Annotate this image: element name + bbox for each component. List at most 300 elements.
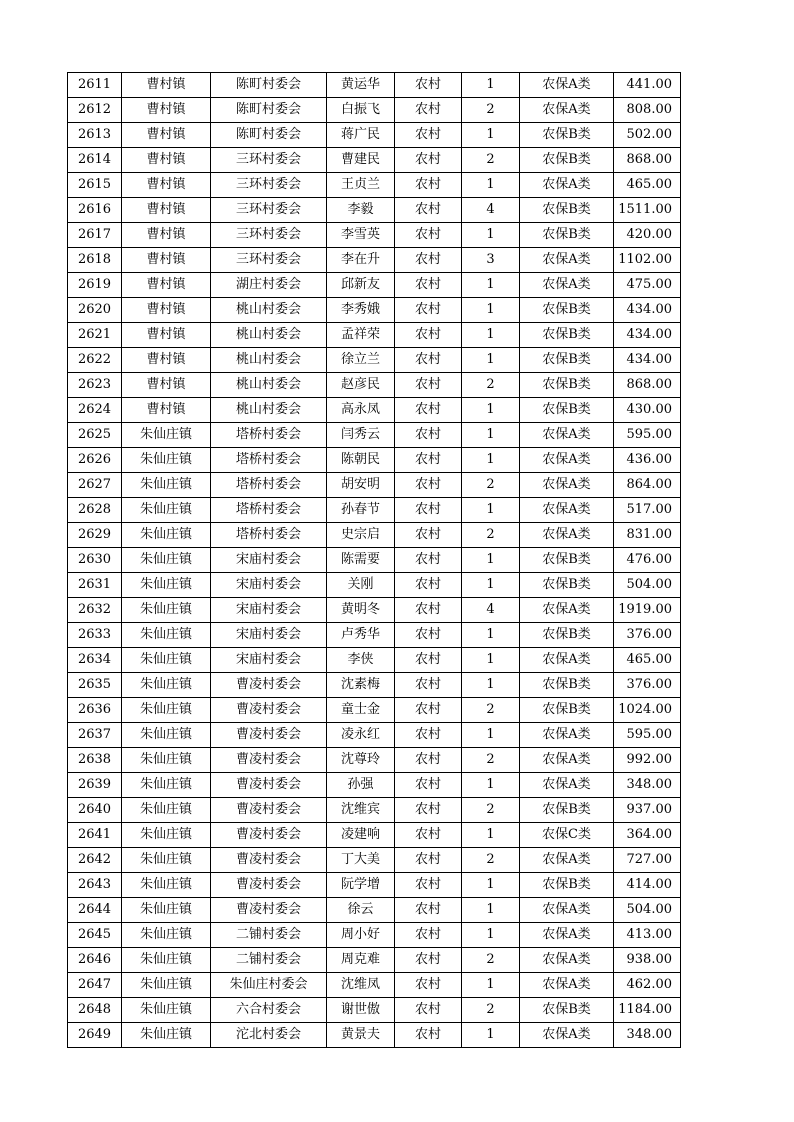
- person-name-cell: 卢秀华: [327, 623, 395, 648]
- amount-cell: 434.00: [614, 323, 681, 348]
- residence-type-cell: 农村: [395, 598, 462, 623]
- amount-cell: 364.00: [614, 823, 681, 848]
- amount-cell: 831.00: [614, 523, 681, 548]
- residence-type-cell: 农村: [395, 173, 462, 198]
- insurance-category-cell: 农保A类: [520, 523, 614, 548]
- table-row: [68, 973, 681, 998]
- household-count-cell: 1: [462, 498, 520, 523]
- person-name-cell: 沈素梅: [327, 673, 395, 698]
- town-cell: 曹村镇: [122, 373, 211, 398]
- insurance-category-cell: 农保A类: [520, 648, 614, 673]
- village-committee-cell: 曹凌村委会: [211, 798, 327, 823]
- person-name-cell: 丁大美: [327, 848, 395, 873]
- table-row: [68, 98, 681, 123]
- row-number-cell: 2628: [68, 498, 122, 523]
- residence-type-cell: 农村: [395, 723, 462, 748]
- residence-type-cell: 农村: [395, 798, 462, 823]
- town-cell: 朱仙庄镇: [122, 623, 211, 648]
- residence-type-cell: 农村: [395, 98, 462, 123]
- row-number-cell: 2649: [68, 1023, 122, 1048]
- person-name-cell: 李秀娥: [327, 298, 395, 323]
- household-count-cell: 2: [462, 473, 520, 498]
- person-name-cell: 李在升: [327, 248, 395, 273]
- insurance-category-cell: 农保A类: [520, 98, 614, 123]
- town-cell: 朱仙庄镇: [122, 673, 211, 698]
- insurance-category-cell: 农保A类: [520, 723, 614, 748]
- person-name-cell: 凌建响: [327, 823, 395, 848]
- residence-type-cell: 农村: [395, 248, 462, 273]
- row-number-cell: 2611: [68, 73, 122, 98]
- town-cell: 曹村镇: [122, 273, 211, 298]
- amount-cell: 502.00: [614, 123, 681, 148]
- village-committee-cell: 桃山村委会: [211, 348, 327, 373]
- table-row: [68, 873, 681, 898]
- person-name-cell: 沈维宾: [327, 798, 395, 823]
- household-count-cell: 2: [462, 373, 520, 398]
- town-cell: 曹村镇: [122, 398, 211, 423]
- person-name-cell: 凌永红: [327, 723, 395, 748]
- row-number-cell: 2620: [68, 298, 122, 323]
- town-cell: 朱仙庄镇: [122, 823, 211, 848]
- amount-cell: 864.00: [614, 473, 681, 498]
- residence-type-cell: 农村: [395, 1023, 462, 1048]
- row-number-cell: 2636: [68, 698, 122, 723]
- row-number-cell: 2644: [68, 898, 122, 923]
- insurance-category-cell: 农保B类: [520, 798, 614, 823]
- household-count-cell: 1: [462, 298, 520, 323]
- row-number-cell: 2629: [68, 523, 122, 548]
- table-row: [68, 348, 681, 373]
- amount-cell: 868.00: [614, 373, 681, 398]
- amount-cell: 376.00: [614, 623, 681, 648]
- person-name-cell: 白振飞: [327, 98, 395, 123]
- household-count-cell: 1: [462, 348, 520, 373]
- town-cell: 朱仙庄镇: [122, 523, 211, 548]
- amount-cell: 504.00: [614, 898, 681, 923]
- amount-cell: 465.00: [614, 173, 681, 198]
- town-cell: 朱仙庄镇: [122, 898, 211, 923]
- residence-type-cell: 农村: [395, 973, 462, 998]
- insurance-category-cell: 农保A类: [520, 973, 614, 998]
- residence-type-cell: 农村: [395, 398, 462, 423]
- insurance-category-cell: 农保A类: [520, 748, 614, 773]
- residence-type-cell: 农村: [395, 773, 462, 798]
- person-name-cell: 李雪英: [327, 223, 395, 248]
- village-committee-cell: 三环村委会: [211, 248, 327, 273]
- village-committee-cell: 曹凌村委会: [211, 823, 327, 848]
- village-committee-cell: 三环村委会: [211, 198, 327, 223]
- table-row: [68, 398, 681, 423]
- household-count-cell: 2: [462, 148, 520, 173]
- person-name-cell: 曹建民: [327, 148, 395, 173]
- household-count-cell: 4: [462, 598, 520, 623]
- row-number-cell: 2624: [68, 398, 122, 423]
- amount-cell: 476.00: [614, 548, 681, 573]
- household-count-cell: 1: [462, 423, 520, 448]
- table-row: [68, 773, 681, 798]
- household-count-cell: 1: [462, 448, 520, 473]
- insurance-category-cell: 农保A类: [520, 898, 614, 923]
- row-number-cell: 2625: [68, 423, 122, 448]
- table-row: [68, 373, 681, 398]
- town-cell: 朱仙庄镇: [122, 798, 211, 823]
- village-committee-cell: 陈町村委会: [211, 123, 327, 148]
- amount-cell: 1511.00: [614, 198, 681, 223]
- town-cell: 朱仙庄镇: [122, 573, 211, 598]
- town-cell: 曹村镇: [122, 98, 211, 123]
- town-cell: 朱仙庄镇: [122, 498, 211, 523]
- table-row: [68, 823, 681, 848]
- table-row: [68, 673, 681, 698]
- table-row: [68, 648, 681, 673]
- town-cell: 朱仙庄镇: [122, 648, 211, 673]
- village-committee-cell: 湖庄村委会: [211, 273, 327, 298]
- table-row: [68, 748, 681, 773]
- row-number-cell: 2617: [68, 223, 122, 248]
- household-count-cell: 1: [462, 223, 520, 248]
- insurance-category-cell: 农保B类: [520, 123, 614, 148]
- town-cell: 曹村镇: [122, 323, 211, 348]
- town-cell: 朱仙庄镇: [122, 973, 211, 998]
- row-number-cell: 2640: [68, 798, 122, 823]
- village-committee-cell: 塔桥村委会: [211, 473, 327, 498]
- insurance-category-cell: 农保B类: [520, 548, 614, 573]
- insurance-category-cell: 农保A类: [520, 423, 614, 448]
- household-count-cell: 2: [462, 848, 520, 873]
- amount-cell: 808.00: [614, 98, 681, 123]
- row-number-cell: 2621: [68, 323, 122, 348]
- residence-type-cell: 农村: [395, 623, 462, 648]
- amount-cell: 868.00: [614, 148, 681, 173]
- table-row: [68, 523, 681, 548]
- residence-type-cell: 农村: [395, 198, 462, 223]
- residence-type-cell: 农村: [395, 548, 462, 573]
- table-row: [68, 473, 681, 498]
- amount-cell: 517.00: [614, 498, 681, 523]
- amount-cell: 414.00: [614, 873, 681, 898]
- residence-type-cell: 农村: [395, 998, 462, 1023]
- household-count-cell: 4: [462, 198, 520, 223]
- residence-type-cell: 农村: [395, 848, 462, 873]
- table-row: [68, 148, 681, 173]
- town-cell: 朱仙庄镇: [122, 748, 211, 773]
- household-count-cell: 3: [462, 248, 520, 273]
- residence-type-cell: 农村: [395, 648, 462, 673]
- insurance-category-cell: 农保B类: [520, 148, 614, 173]
- town-cell: 朱仙庄镇: [122, 873, 211, 898]
- person-name-cell: 黄景夫: [327, 1023, 395, 1048]
- roster-table: [67, 72, 681, 1048]
- roster-body: [68, 73, 681, 1048]
- village-committee-cell: 塔桥村委会: [211, 448, 327, 473]
- table-row: [68, 798, 681, 823]
- insurance-category-cell: 农保B类: [520, 573, 614, 598]
- village-committee-cell: 宋庙村委会: [211, 598, 327, 623]
- village-committee-cell: 陈町村委会: [211, 73, 327, 98]
- village-committee-cell: 宋庙村委会: [211, 573, 327, 598]
- insurance-category-cell: 农保B类: [520, 873, 614, 898]
- row-number-cell: 2634: [68, 648, 122, 673]
- insurance-category-cell: 农保A类: [520, 173, 614, 198]
- row-number-cell: 2627: [68, 473, 122, 498]
- table-row: [68, 198, 681, 223]
- household-count-cell: 1: [462, 273, 520, 298]
- town-cell: 朱仙庄镇: [122, 598, 211, 623]
- row-number-cell: 2643: [68, 873, 122, 898]
- village-committee-cell: 宋庙村委会: [211, 623, 327, 648]
- person-name-cell: 孟祥荣: [327, 323, 395, 348]
- table-row: [68, 498, 681, 523]
- household-count-cell: 2: [462, 98, 520, 123]
- household-count-cell: 1: [462, 398, 520, 423]
- insurance-category-cell: 农保A类: [520, 773, 614, 798]
- village-committee-cell: 桃山村委会: [211, 373, 327, 398]
- insurance-category-cell: 农保B类: [520, 323, 614, 348]
- amount-cell: 938.00: [614, 948, 681, 973]
- table-row: [68, 698, 681, 723]
- insurance-category-cell: 农保B类: [520, 348, 614, 373]
- person-name-cell: 关刚: [327, 573, 395, 598]
- town-cell: 朱仙庄镇: [122, 473, 211, 498]
- village-committee-cell: 曹凌村委会: [211, 873, 327, 898]
- table-row: [68, 173, 681, 198]
- town-cell: 朱仙庄镇: [122, 698, 211, 723]
- insurance-category-cell: 农保A类: [520, 598, 614, 623]
- town-cell: 朱仙庄镇: [122, 948, 211, 973]
- table-row: [68, 923, 681, 948]
- household-count-cell: 1: [462, 123, 520, 148]
- row-number-cell: 2622: [68, 348, 122, 373]
- village-committee-cell: 三环村委会: [211, 148, 327, 173]
- amount-cell: 1102.00: [614, 248, 681, 273]
- residence-type-cell: 农村: [395, 448, 462, 473]
- row-number-cell: 2642: [68, 848, 122, 873]
- household-count-cell: 1: [462, 973, 520, 998]
- insurance-category-cell: 农保A类: [520, 73, 614, 98]
- row-number-cell: 2613: [68, 123, 122, 148]
- amount-cell: 1919.00: [614, 598, 681, 623]
- village-committee-cell: 桃山村委会: [211, 323, 327, 348]
- table-row: [68, 323, 681, 348]
- amount-cell: 441.00: [614, 73, 681, 98]
- person-name-cell: 黄明冬: [327, 598, 395, 623]
- table-row: [68, 448, 681, 473]
- town-cell: 曹村镇: [122, 123, 211, 148]
- household-count-cell: 1: [462, 723, 520, 748]
- town-cell: 曹村镇: [122, 198, 211, 223]
- table-row: [68, 123, 681, 148]
- residence-type-cell: 农村: [395, 348, 462, 373]
- household-count-cell: 1: [462, 173, 520, 198]
- insurance-category-cell: 农保B类: [520, 298, 614, 323]
- household-count-cell: 1: [462, 923, 520, 948]
- table-row: [68, 1023, 681, 1048]
- residence-type-cell: 农村: [395, 298, 462, 323]
- row-number-cell: 2645: [68, 923, 122, 948]
- household-count-cell: 1: [462, 873, 520, 898]
- household-count-cell: 1: [462, 648, 520, 673]
- household-count-cell: 1: [462, 773, 520, 798]
- residence-type-cell: 农村: [395, 873, 462, 898]
- household-count-cell: 2: [462, 748, 520, 773]
- insurance-category-cell: 农保A类: [520, 923, 614, 948]
- residence-type-cell: 农村: [395, 698, 462, 723]
- town-cell: 朱仙庄镇: [122, 723, 211, 748]
- household-count-cell: 2: [462, 948, 520, 973]
- household-count-cell: 1: [462, 623, 520, 648]
- amount-cell: 1024.00: [614, 698, 681, 723]
- town-cell: 朱仙庄镇: [122, 1023, 211, 1048]
- insurance-category-cell: 农保B类: [520, 198, 614, 223]
- insurance-category-cell: 农保B类: [520, 623, 614, 648]
- person-name-cell: 沈维凤: [327, 973, 395, 998]
- town-cell: 曹村镇: [122, 348, 211, 373]
- amount-cell: 420.00: [614, 223, 681, 248]
- village-committee-cell: 朱仙庄村委会: [211, 973, 327, 998]
- village-committee-cell: 曹凌村委会: [211, 723, 327, 748]
- amount-cell: 937.00: [614, 798, 681, 823]
- household-count-cell: 1: [462, 73, 520, 98]
- village-committee-cell: 桃山村委会: [211, 298, 327, 323]
- village-committee-cell: 宋庙村委会: [211, 648, 327, 673]
- residence-type-cell: 农村: [395, 523, 462, 548]
- town-cell: 朱仙庄镇: [122, 923, 211, 948]
- village-committee-cell: 二铺村委会: [211, 923, 327, 948]
- person-name-cell: 周克难: [327, 948, 395, 973]
- household-count-cell: 1: [462, 673, 520, 698]
- person-name-cell: 陈朝民: [327, 448, 395, 473]
- household-count-cell: 1: [462, 573, 520, 598]
- insurance-category-cell: 农保C类: [520, 823, 614, 848]
- person-name-cell: 童士金: [327, 698, 395, 723]
- village-committee-cell: 曹凌村委会: [211, 748, 327, 773]
- insurance-category-cell: 农保B类: [520, 398, 614, 423]
- residence-type-cell: 农村: [395, 748, 462, 773]
- row-number-cell: 2648: [68, 998, 122, 1023]
- town-cell: 朱仙庄镇: [122, 848, 211, 873]
- row-number-cell: 2619: [68, 273, 122, 298]
- amount-cell: 436.00: [614, 448, 681, 473]
- amount-cell: 727.00: [614, 848, 681, 873]
- amount-cell: 434.00: [614, 298, 681, 323]
- row-number-cell: 2626: [68, 448, 122, 473]
- household-count-cell: 1: [462, 548, 520, 573]
- row-number-cell: 2633: [68, 623, 122, 648]
- village-committee-cell: 桃山村委会: [211, 398, 327, 423]
- person-name-cell: 李侠: [327, 648, 395, 673]
- village-committee-cell: 塔桥村委会: [211, 423, 327, 448]
- residence-type-cell: 农村: [395, 473, 462, 498]
- person-name-cell: 闫秀云: [327, 423, 395, 448]
- household-count-cell: 2: [462, 698, 520, 723]
- town-cell: 曹村镇: [122, 173, 211, 198]
- table-row: [68, 723, 681, 748]
- insurance-category-cell: 农保B类: [520, 698, 614, 723]
- insurance-category-cell: 农保A类: [520, 473, 614, 498]
- row-number-cell: 2615: [68, 173, 122, 198]
- table-row: [68, 998, 681, 1023]
- household-count-cell: 2: [462, 798, 520, 823]
- insurance-category-cell: 农保B类: [520, 998, 614, 1023]
- table-row: [68, 273, 681, 298]
- table-row: [68, 223, 681, 248]
- household-count-cell: 1: [462, 323, 520, 348]
- amount-cell: 376.00: [614, 673, 681, 698]
- village-committee-cell: 六合村委会: [211, 998, 327, 1023]
- row-number-cell: 2612: [68, 98, 122, 123]
- residence-type-cell: 农村: [395, 673, 462, 698]
- town-cell: 朱仙庄镇: [122, 998, 211, 1023]
- person-name-cell: 孙春节: [327, 498, 395, 523]
- amount-cell: 595.00: [614, 723, 681, 748]
- village-committee-cell: 沱北村委会: [211, 1023, 327, 1048]
- row-number-cell: 2647: [68, 973, 122, 998]
- village-committee-cell: 陈町村委会: [211, 98, 327, 123]
- village-committee-cell: 二铺村委会: [211, 948, 327, 973]
- row-number-cell: 2641: [68, 823, 122, 848]
- residence-type-cell: 农村: [395, 148, 462, 173]
- table-row: [68, 848, 681, 873]
- residence-type-cell: 农村: [395, 923, 462, 948]
- person-name-cell: 沈尊玲: [327, 748, 395, 773]
- amount-cell: 430.00: [614, 398, 681, 423]
- town-cell: 曹村镇: [122, 73, 211, 98]
- row-number-cell: 2631: [68, 573, 122, 598]
- row-number-cell: 2630: [68, 548, 122, 573]
- insurance-category-cell: 农保A类: [520, 1023, 614, 1048]
- village-committee-cell: 曹凌村委会: [211, 848, 327, 873]
- row-number-cell: 2638: [68, 748, 122, 773]
- person-name-cell: 阮学增: [327, 873, 395, 898]
- table-row: [68, 423, 681, 448]
- person-name-cell: 史宗启: [327, 523, 395, 548]
- household-count-cell: 1: [462, 823, 520, 848]
- town-cell: 朱仙庄镇: [122, 773, 211, 798]
- village-committee-cell: 曹凌村委会: [211, 673, 327, 698]
- row-number-cell: 2632: [68, 598, 122, 623]
- residence-type-cell: 农村: [395, 323, 462, 348]
- table-row: [68, 298, 681, 323]
- amount-cell: 504.00: [614, 573, 681, 598]
- person-name-cell: 赵彦民: [327, 373, 395, 398]
- amount-cell: 462.00: [614, 973, 681, 998]
- row-number-cell: 2639: [68, 773, 122, 798]
- town-cell: 曹村镇: [122, 148, 211, 173]
- amount-cell: 465.00: [614, 648, 681, 673]
- insurance-category-cell: 农保A类: [520, 848, 614, 873]
- person-name-cell: 孙强: [327, 773, 395, 798]
- person-name-cell: 蒋广民: [327, 123, 395, 148]
- person-name-cell: 邱新友: [327, 273, 395, 298]
- village-committee-cell: 曹凌村委会: [211, 773, 327, 798]
- row-number-cell: 2637: [68, 723, 122, 748]
- amount-cell: 434.00: [614, 348, 681, 373]
- residence-type-cell: 农村: [395, 498, 462, 523]
- insurance-category-cell: 农保B类: [520, 373, 614, 398]
- village-committee-cell: 三环村委会: [211, 223, 327, 248]
- table-row: [68, 573, 681, 598]
- insurance-category-cell: 农保B类: [520, 223, 614, 248]
- village-committee-cell: 塔桥村委会: [211, 523, 327, 548]
- person-name-cell: 徐云: [327, 898, 395, 923]
- residence-type-cell: 农村: [395, 898, 462, 923]
- row-number-cell: 2618: [68, 248, 122, 273]
- person-name-cell: 黄运华: [327, 73, 395, 98]
- insurance-category-cell: 农保A类: [520, 448, 614, 473]
- residence-type-cell: 农村: [395, 73, 462, 98]
- person-name-cell: 徐立兰: [327, 348, 395, 373]
- table-row: [68, 898, 681, 923]
